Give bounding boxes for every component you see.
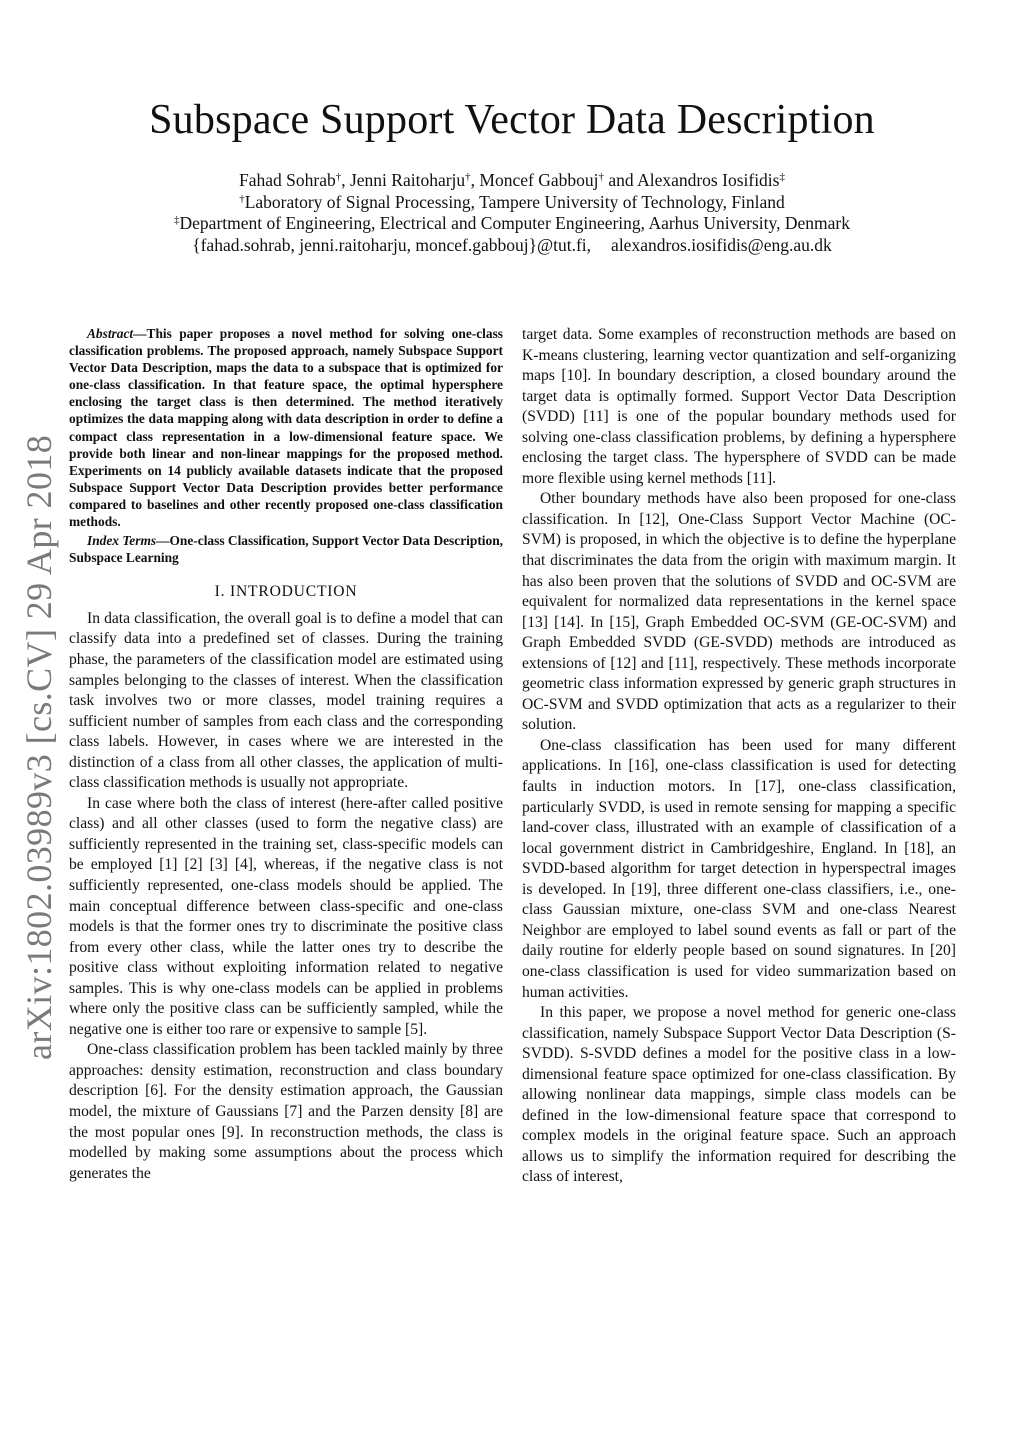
author-block [0,170,1024,256]
section-heading: I. INTRODUCTION [214,583,358,601]
email-group: {fahad.sohrab, jenni.raitoharju, moncef.gabbouj}@tut.fi, [192,234,592,255]
author-name: Moncef Gabbouj [479,170,599,190]
body-paragraph: In case where both the class of interest (here-after called positive class) and all other classes (used to form the negative class) are sufficiently represented in the training set, class-specific models can be employed [1] [2] [3] [4], whereas, if the negative class is not sufficiently represented, one-class models should be applied. The main conceptual difference between class-specific and one-class models is that the former ones try to discriminate the positive class from every other class, while the latter ones try to describe the positive class without exploiting information related to negative samples. This is why one-class models can be applied in problems where only the positive class can be sufficiently sampled, while the negative one is either too rare or expensive to sample [5]. [69,794,503,1038]
body-paragraph: One-class classification problem has been tackled mainly by three approaches: density estimation, reconstruction and class boundary description [6]. For the density estimation approach, the Gaussian model, the mixture of Gaussians [7] and the Parzen density [8] are the most popular ones [9]. In reconstruction methods, the class is modelled by making some assumptions about the process which generates the [69,1041,503,1182]
abstract-dash: — [133,326,147,341]
affiliation-mark: † [598,171,604,183]
index-terms-dash: — [156,533,170,549]
arxiv-stamp: arXiv:1802.03989v3 [cs.CV] 29 Apr 2018 [19,434,59,1060]
author-separator: , [470,170,480,190]
affiliation-mark: † [239,192,245,205]
abstract [69,325,503,530]
author-separator: , [341,170,350,190]
affiliation-text: Laboratory of Signal Processing, Tampere University of Technology, Finland [244,191,785,212]
index-terms [69,532,503,566]
left-column [69,325,503,1184]
author-name: Alexandros Iosifidis [637,170,780,190]
author-list [0,170,1024,192]
author-name: Jenni Raitoharju [349,170,466,190]
index-terms-text: One-class Classification, Support Vector Data Description, Subspace Learning [69,533,503,566]
affiliation-line [0,192,1024,214]
body-paragraph: Other boundary methods have also been proposed for one-class classification. In [12], One-Class Support Vector Machine (OC-SVM) is proposed, in which the objective is to define the hyperplane that discriminates the data from the origin with maximum margin. It has also been proven that the solutions of SVDD and OC-SVM are equivalent for normalized data representations in the kernel space [13] [14]. In [15], Graph Embedded OC-SVM (GE-OC-SVM) and Graph Embedded SVDD (GE-SVDD) methods are introduced as extensions of [12] and [11], respectively. These methods incorporate geometric class information expressed by generic graph structures in OC-SVM and SVDD optimization that acts as a regularizer to their solution. [522,490,956,734]
affiliation-mark: ‡ [174,214,180,226]
affiliation-mark: ‡ [779,171,785,183]
affiliation-text: Department of Engineering, Electrical and Computer Engineering, Aarhus University, Denmark [179,213,850,233]
affiliation-mark: † [335,171,342,183]
paper-title: Subspace Support Vector Data Description [149,97,875,143]
affiliation-line [0,213,1024,235]
email-address: alexandros.iosifidis@eng.au.dk [611,234,832,255]
author-separator: and [604,170,638,190]
author-name: Fahad Sohrab [239,170,336,190]
body-paragraph: One-class classification has been used for many different applications. In [16], one-class classification is used for detecting faults in induction motors. In [17], one-class classification, particularly SVDD, is used in remote sensing for mapping a specific land-cover class, illustrated with an example of classification of a local government district in Cambridgeshire, England. In [18], an SVDD-based algorithm for target detection in hyperspectral images is developed. In [19], three different one-class classifiers, i.e., one-class Gaussian mixture, one-class SVM and one-class Nearest Neighbor are employed to label sound events as fall or part of the daily routine for elderly people based on sound signatures. In [20] one-class classification is used for video summarization based on human activities. [522,736,956,1001]
abstract-text: This paper proposes a novel method for solving one-class classification problems. The proposed approach, namely Subspace Support Vector Data Description, maps the data to a subspace that is optimized for one-class classification. In that feature space, the optimal hypersphere enclosing the target class is then determined. The method iteratively optimizes the data mapping along with data description in order to define a compact class representation in a low-dimensional feature space. We provide both linear and non-linear mappings for the proposed method. Experiments on 14 publicly available datasets indicate that the proposed Subspace Support Vector Data Description provides better performance compared to baselines and other recently proposed one-class classification methods. [69,326,503,530]
index-terms-label: Index Terms [87,533,157,549]
body-paragraph: target data. Some examples of reconstruction methods are based on K-means clustering, learning vector quantization and self-organizing maps [10]. In boundary description, a closed boundary around the target data is optimally formed. Support Vector Data Description (SVDD) [11] is one of the popular boundary methods used for solving one-class classification problems, by defining a hypersphere enclosing the target class. The hypersphere of SVDD can be made more flexible using kernel methods [11]. [522,326,956,487]
right-column [522,325,956,1188]
email-line [0,235,1024,257]
abstract-label: Abstract [87,326,134,341]
body-paragraph: In this paper, we propose a novel method for generic one-class classification, namely Subspace Support Vector Data Description (S-SVDD). S-SVDD defines a model for the positive class in a low-dimensional feature space optimized for one-class classification. By allowing nonlinear data mappings, simple class models can be defined in the low-dimensional feature space that correspond to complex models in the original feature space. Such an approach allows us to simplify the information required for describing the class of interest, [522,1004,956,1186]
body-paragraph: In data classification, the overall goal is to define a model that can classify data into a predefined set of classes. During the training phase, the parameters of the classification model are estimated using samples belonging to the classes of interest. When the classification task involves two or more classes, model training requires a sufficient number of samples from each class and the corresponding class labels. However, in cases where we are interested in the distinction of a class from all other classes, the application of multi-class classification methods is usually not appropriate. [69,609,503,792]
affiliation-mark: † [465,171,471,183]
